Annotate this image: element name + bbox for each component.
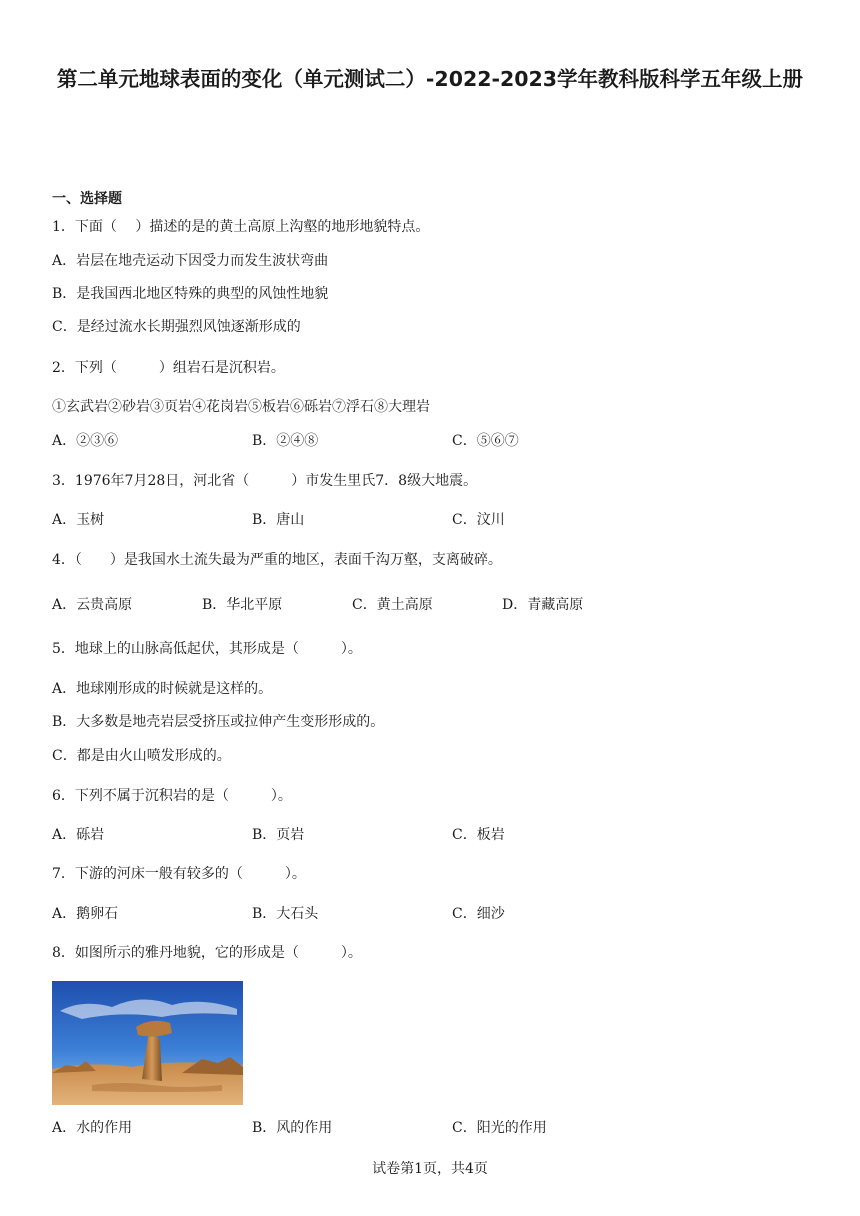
question-1-option-c: C．是经过流水长期强烈风蚀逐渐形成的: [52, 319, 301, 335]
yardang-landform-illustration: [52, 981, 243, 1105]
question-3-stem: 3．1976年7月28日，河北省（ ）市发生里氏7．8级大地震。: [52, 473, 478, 489]
question-7-option-a: A．鹅卵石: [52, 906, 119, 922]
question-4-stem: 4．（ ）是我国水土流失最为严重的地区，表面千沟万壑，支离破碎。: [52, 552, 502, 568]
question-4-option-c: C．黄土高原: [352, 597, 433, 613]
page-footer: 试卷第1页，共4页: [372, 1161, 488, 1177]
question-2-option-a: A．②③⑥: [52, 433, 119, 449]
question-8-option-c: C．阳光的作用: [452, 1120, 547, 1136]
question-2-stem: 2．下列（ ）组岩石是沉积岩。: [52, 360, 285, 376]
question-6-option-b: B．页岩: [252, 827, 305, 843]
question-5-option-c: C．都是由火山喷发形成的。: [52, 748, 231, 764]
question-5-stem: 5．地球上的山脉高低起伏，其形成是（ ）。: [52, 641, 362, 657]
section-heading: 一、选择题: [52, 191, 122, 207]
question-1-stem: 1．下面（ ）描述的是的黄土高原上沟壑的地形地貌特点。: [52, 219, 430, 235]
question-2-rock-list: ①玄武岩②砂岩③页岩④花岗岩⑤板岩⑥砾岩⑦浮石⑧大理岩: [52, 399, 430, 415]
question-8-stem: 8．如图所示的雅丹地貌，它的形成是（ ）。: [52, 945, 362, 961]
question-2-option-b: B．②④⑧: [252, 433, 319, 449]
document-title: 第二单元地球表面的变化（单元测试二）-2022-2023学年教科版科学五年级上册: [56, 67, 804, 91]
question-7-stem: 7．下游的河床一般有较多的（ ）。: [52, 866, 306, 882]
question-6-stem: 6．下列不属于沉积岩的是（ ）。: [52, 788, 292, 804]
question-1-option-b: B．是我国西北地区特殊的典型的风蚀性地貌: [52, 286, 329, 302]
question-8-option-a: A．水的作用: [52, 1120, 133, 1136]
question-1-option-a: A．岩层在地壳运动下因受力而发生波状弯曲: [52, 253, 329, 269]
question-6-option-c: C．板岩: [452, 827, 505, 843]
question-6-option-a: A．砾岩: [52, 827, 105, 843]
question-5-option-a: A．地球刚形成的时候就是这样的。: [52, 681, 273, 697]
question-4-option-a: A．云贵高原: [52, 597, 133, 613]
question-3-option-b: B．唐山: [252, 512, 305, 528]
question-4-option-d: D．青藏高原: [502, 597, 584, 613]
question-3-option-c: C．汶川: [452, 512, 505, 528]
question-4-option-b: B．华北平原: [202, 597, 283, 613]
question-2-option-c: C．⑤⑥⑦: [452, 433, 519, 449]
question-3-option-a: A．玉树: [52, 512, 105, 528]
yardang-landform-photo: [52, 981, 243, 1105]
question-7-option-c: C．细沙: [452, 906, 505, 922]
question-7-option-b: B．大石头: [252, 906, 319, 922]
question-5-option-b: B．大多数是地壳岩层受挤压或拉伸产生变形形成的。: [52, 714, 385, 730]
question-8-option-b: B．风的作用: [252, 1120, 333, 1136]
